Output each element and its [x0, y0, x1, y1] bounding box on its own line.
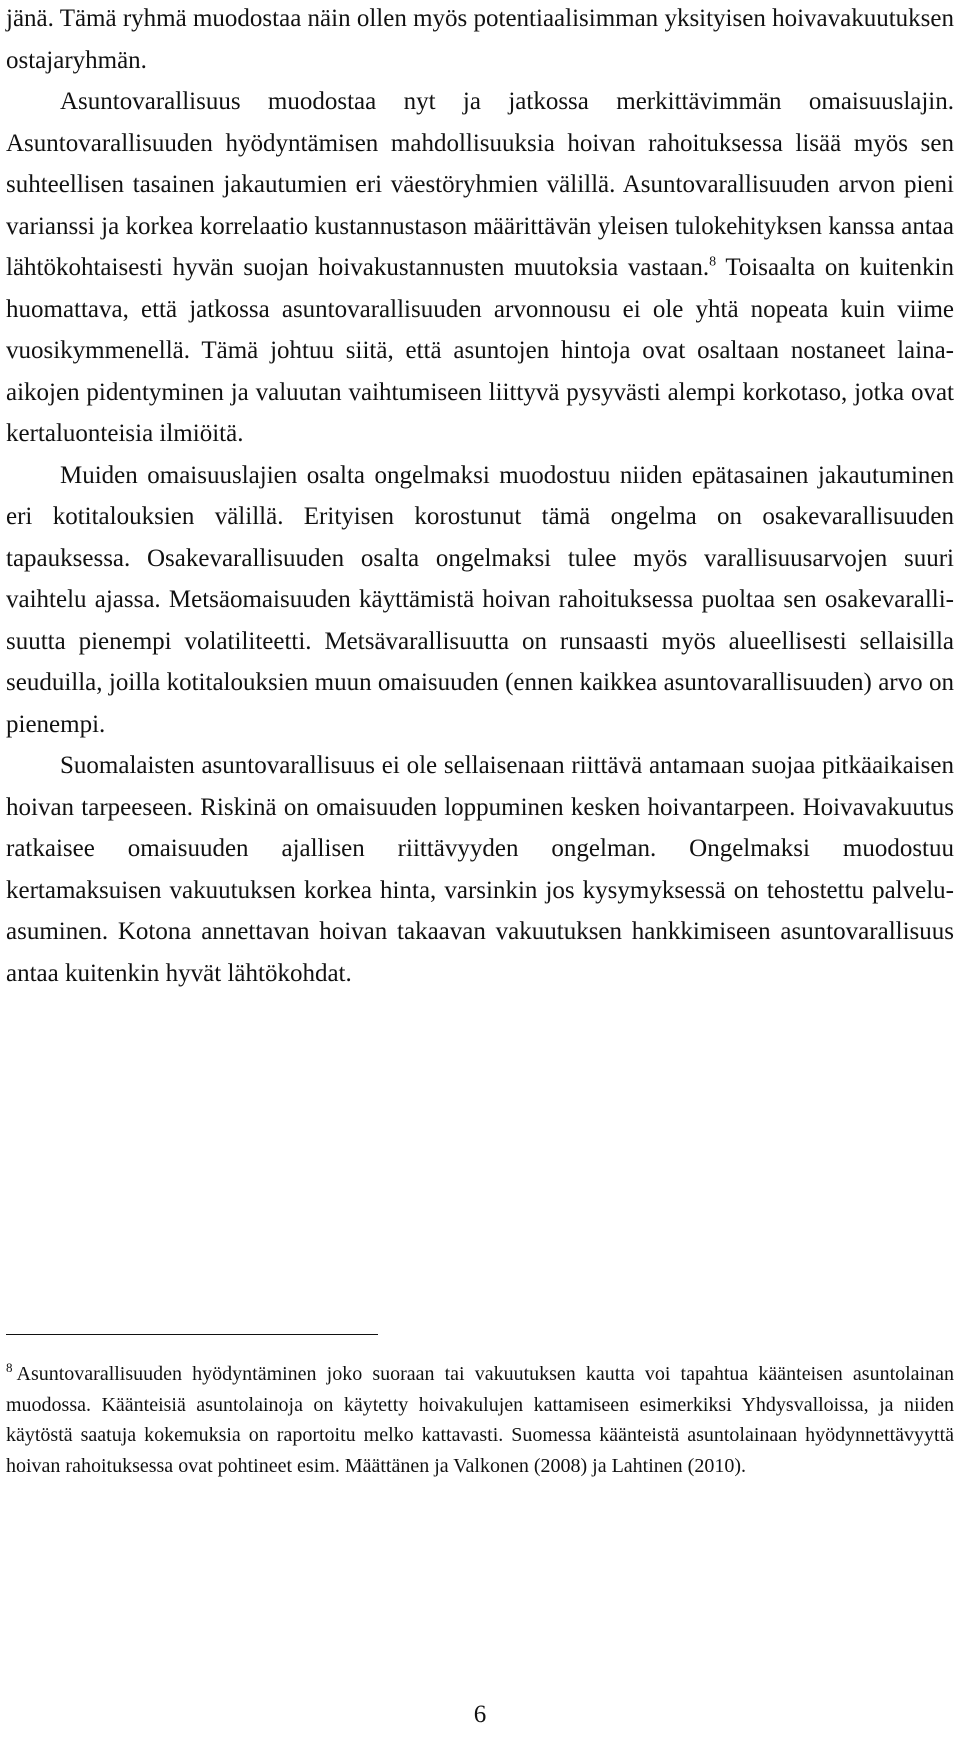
footnote-reference[interactable]: 8	[709, 254, 717, 270]
footnote-divider	[6, 1334, 378, 1335]
paragraph-2	[6, 81, 954, 455]
paragraph-4: Suomalaisten asuntovarallisuus ei ole sellaisenaan riittävä antamaan suojaa pitkäaikaisen hoivan tarpeeseen. Riskinä on omaisuuden loppuminen kesken hoivantarpeen. Hoivavakuutus ratkaisee omaisuuden ajallisen riittävyyden ongelman. Ongelmaksi muodostuu kertamaksuisen vakuutuksen korkea hinta, varsinkin jos kysymyksessä on tehostettu palveluasuminen. Kotona annettavan hoivan takaavan vakuutuksen hankkimiseen asuntovarallisuus antaa kuitenkin hyvät lähtökohdat.	[6, 752, 954, 987]
page-number: 6	[473, 1701, 487, 1728]
footnote	[6, 1359, 954, 1481]
paragraph-2-text: Asuntovarallisuus muodostaa nyt ja jatkossa merkittävimmän omaisuuslajin. Asuntovarallisuuden hyödyntämisen mahdollisuuksia hoivan rahoituksessa lisää myös sen suhteellisen tasainen jakautumien eri väestöryhmien välillä. Asuntovarallisuuden arvon pieni varianssi ja korkea korrelaatio kustannustason määrittävän yleisen tulokehityksen kanssa antaa lähtökohtaisesti hyvän suojan hoivakustannusten muutoksia vastaan.	[6, 88, 954, 281]
paragraph-1: jänä. Tämä ryhmä muodostaa näin ollen myös potentiaalisimman yksityisen hoivavakuutuksen ostajaryhmän.	[6, 5, 954, 74]
paragraph-2-text-continued: Toisaalta on kuitenkin huomattava, että jatkossa asuntovarallisuuden arvonnousu ei ole yhtä nopeata kuin viime vuosikymmenellä. Tämä johtuu siitä, että asuntojen hintoja ovat osaltaan nostaneet laina-aikojen pidentyminen ja valuutan vaihtumiseen liittyvä pysyvästi alempi korkotaso, jotka ovat kertaluonteisia ilmiöitä.	[6, 254, 954, 447]
paragraph-3: Muiden omaisuuslajien osalta ongelmaksi muodostuu niiden epätasainen jakautuminen eri kotitalouksien välillä. Erityisen korostunut tämä ongelma on osakevarallisuuden tapauksessa. Osakevarallisuuden osalta ongelmaksi tulee myös varallisuusarvojen suuri vaihtelu ajassa. Metsäomaisuuden käyttämistä hoivan rahoituksessa puoltaa sen osakevarallisuutta pienempi volatiliteetti. Metsävarallisuutta on runsaasti myös alueellisesti sellaisilla seuduilla, joilla kotitalouksien muun omaisuuden (ennen kaikkea asuntovarallisuuden) arvo on pienempi.	[6, 461, 954, 738]
body-text	[6, 0, 954, 994]
footnote-text: Asuntovarallisuuden hyödyntäminen joko suoraan tai vakuutuksen kautta voi tapahtua käänteisen asuntolainan muodossa. Käänteisiä asuntolainoja on käytetty hoivakulujen kattamiseen esimerkiksi Yhdysvalloissa, ja niiden käytöstä saatuja kokemuksia on raportoitu melko kattavasti. Suomessa käänteistä asuntolainaan hyödynnettävyyttä hoivan rahoituksessa ovat pohtineet esim. Määttänen ja Valkonen (2008) ja Lahtinen (2010).	[6, 1363, 954, 1477]
footnote-number: 8	[6, 1360, 13, 1376]
